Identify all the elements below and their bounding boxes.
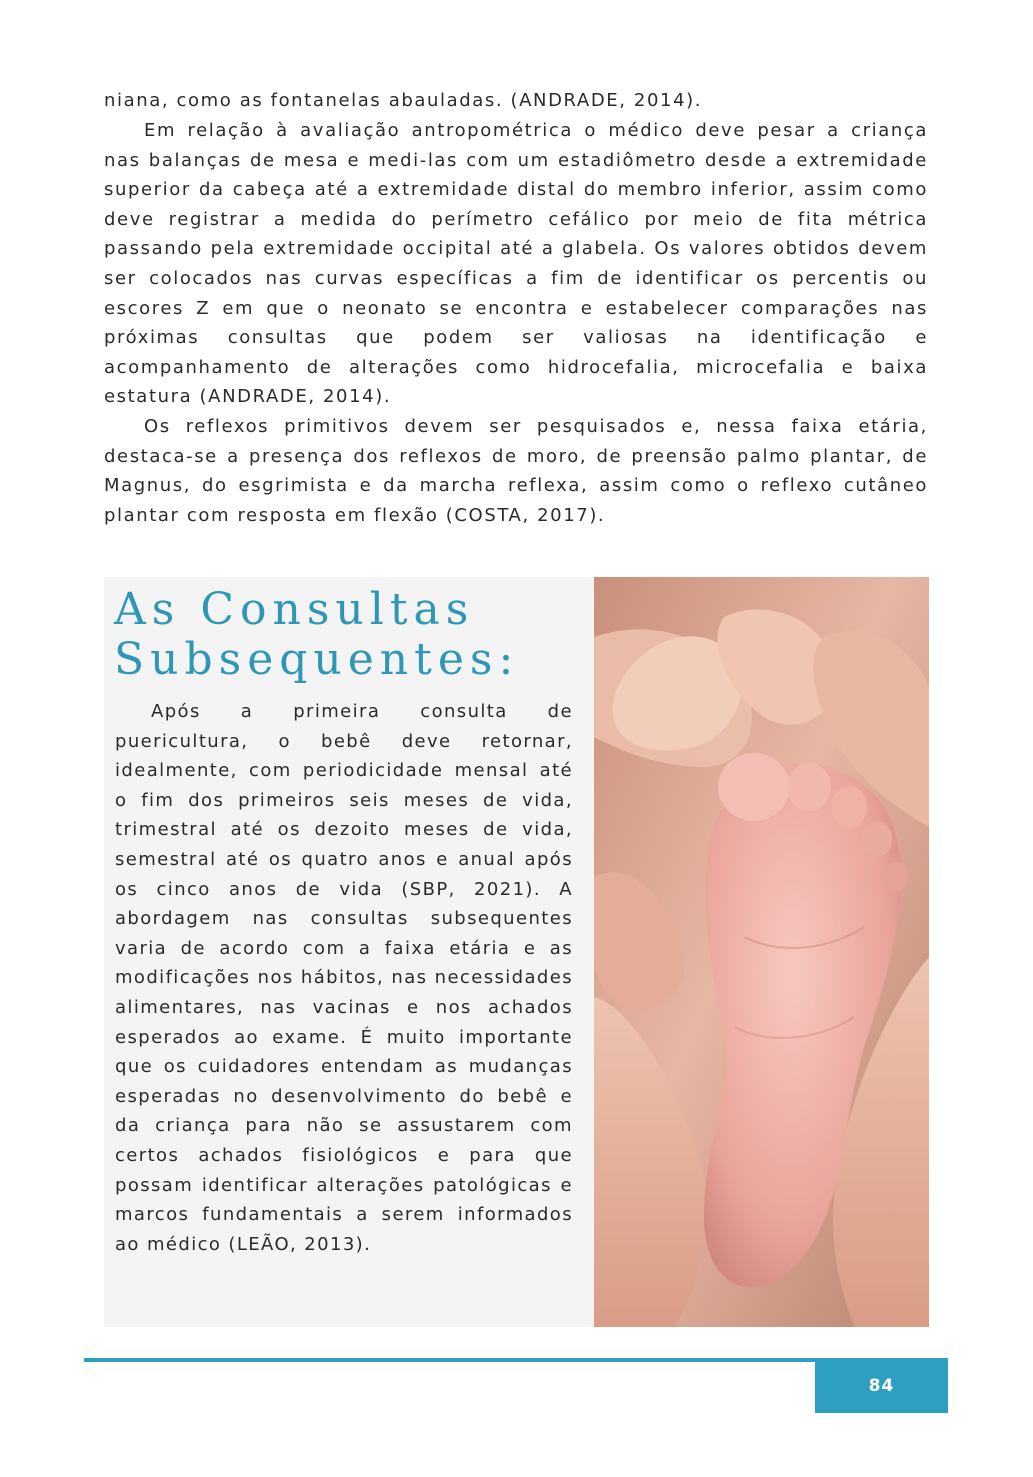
paragraph-reflexes: Os reflexos primitivos devem ser pesquisados e, nessa faixa etária, destaca-se a presença dos reflexos de moro, de preensão palmo plantar, de Magnus, do esgrimista e da marcha reflexa, assim como o reflexo cutâneo plantar com resposta em flexão (COSTA, 2017). (104, 416, 928, 526)
footer-line (84, 1358, 818, 1362)
baby-foot-photo (594, 577, 929, 1327)
page-number: 84 (815, 1358, 948, 1413)
paragraph-anthropometry: Em relação à avaliação antropométrica o médico deve pesar a criança nas balanças de mesa e medi-las com um estadiômetro desde a extremidade superior da cabeça até a extremidade distal do membro inferior, assim como deve registrar a medida do perímetro cefálico por meio de fita métrica passando pela extremidade occipital até a glabela. Os valores obtidos devem ser colocados nas curvas específicas a fim de identificar os percentis ou escores Z em que o neonato se encontra e estabelecer comparações nas próximas consultas que podem ser valiosas na identificação e acompanhamento de alterações como hidrocefalia, microcefalia e baixa estatura (ANDRADE, 2014). (104, 120, 928, 408)
paragraph-continuation: niana, como as fontanelas abauladas. (ANDRADE, 2014). (104, 90, 703, 111)
baby-foot-in-hands-icon (594, 577, 929, 1327)
section-box (104, 577, 594, 1327)
section-title: As Consultas Subsequentes: (114, 584, 520, 685)
section-text: Após a primeira consulta de puericultura, o bebê deve retornar, idealmente, com periodicidade mensal até o fim dos primeiros seis meses de vida, trimestral até os dezoito meses de vida, semestral até os quatro anos e anual após os cinco anos de vida (SBP, 2021). A abordagem nas consultas subsequentes varia de acordo com a faixa etária e as modificações nos hábitos, nas necessidades alimentares, nas vacinas e nos achados esperados ao exame. É muito importante que os cuidadores entendam as mudanças esperadas no desenvolvimento do bebê e da criança para não se assustarem com certos achados fisiológicos e para que possam identificar alterações patológicas e marcos fundamentais a serem informados ao médico (LEÃO, 2013). (115, 701, 573, 1255)
